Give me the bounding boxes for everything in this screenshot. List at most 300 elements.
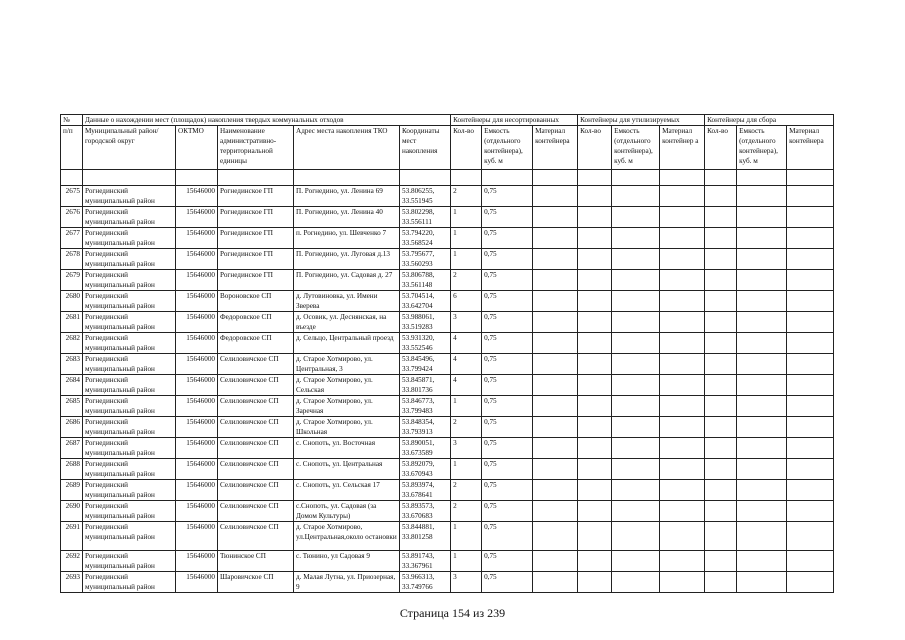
- row-unsorted-material: [533, 312, 578, 333]
- row-recyclable-material: [660, 207, 705, 228]
- row-unsorted-count: 1: [451, 522, 482, 551]
- row-collection-count: [705, 375, 737, 396]
- row-unsorted-count: 1: [451, 249, 482, 270]
- row-oktmo: 15646000: [176, 522, 218, 551]
- row-unsorted-volume: 0,75: [482, 459, 533, 480]
- row-collection-count: [705, 186, 737, 207]
- row-recyclable-count: [578, 228, 612, 249]
- row-recyclable-count: [578, 396, 612, 417]
- row-recyclable-material: [660, 186, 705, 207]
- row-collection-count: [705, 480, 737, 501]
- row-unsorted-count: 3: [451, 312, 482, 333]
- row-unsorted-count: 2: [451, 186, 482, 207]
- row-address: д. Старое Хотмирово, ул. Школьная: [294, 417, 400, 438]
- table-row: [61, 270, 834, 291]
- row-collection-count: [705, 396, 737, 417]
- row-collection-count: [705, 333, 737, 354]
- row-collection-count: [705, 417, 737, 438]
- table-row: [61, 396, 834, 417]
- row-address: с. Тюнино, ул Садовая 9: [294, 551, 400, 572]
- row-coords: 53.795677, 33.560293: [400, 249, 451, 270]
- row-number: 2677: [61, 228, 83, 249]
- row-address: д. Старое Хотмирово, ул. Сельская: [294, 375, 400, 396]
- table-row: [61, 572, 834, 593]
- row-number: 2687: [61, 438, 83, 459]
- row-territory: Рогнединское ГП: [218, 249, 294, 270]
- row-unsorted-count: 3: [451, 572, 482, 593]
- row-unsorted-count: 4: [451, 333, 482, 354]
- row-collection-material: [787, 501, 834, 522]
- row-address: д. Старое Хотмирово, ул. Центральная, 3: [294, 354, 400, 375]
- row-collection-count: [705, 438, 737, 459]
- row-oktmo: 15646000: [176, 354, 218, 375]
- row-number: 2690: [61, 501, 83, 522]
- row-recyclable-material: [660, 551, 705, 572]
- row-unsorted-material: [533, 249, 578, 270]
- row-collection-count: [705, 572, 737, 593]
- row-number: 2693: [61, 572, 83, 593]
- header-collection-group: Контейнеры для сбора: [705, 115, 834, 126]
- header-coords: Координаты мест накопления: [400, 126, 451, 170]
- row-collection-material: [787, 438, 834, 459]
- row-recyclable-count: [578, 375, 612, 396]
- row-address: д. Сельцо, Центральный проезд: [294, 333, 400, 354]
- row-recyclable-volume: [612, 572, 660, 593]
- row-territory: Селиловичское СП: [218, 396, 294, 417]
- row-collection-volume: [737, 312, 787, 333]
- row-territory: Селиловичское СП: [218, 501, 294, 522]
- row-collection-material: [787, 375, 834, 396]
- row-recyclable-volume: [612, 551, 660, 572]
- row-unsorted-count: 3: [451, 438, 482, 459]
- row-recyclable-volume: [612, 354, 660, 375]
- row-territory: Шаровичское СП: [218, 572, 294, 593]
- row-district: Рогнединский муниципальный район: [83, 228, 176, 249]
- row-coords: 53.891743, 33.367961: [400, 551, 451, 572]
- header-collection-volume: Емкость (отдельного контейнера), куб. м: [737, 126, 787, 170]
- row-collection-volume: [737, 396, 787, 417]
- row-unsorted-count: 6: [451, 291, 482, 312]
- row-address: с.Снопоть, ул. Садовая (за Домом Культуры): [294, 501, 400, 522]
- row-collection-volume: [737, 186, 787, 207]
- row-collection-count: [705, 522, 737, 551]
- table-row: [61, 249, 834, 270]
- header-oktmo: ОКТМО: [176, 126, 218, 170]
- row-collection-material: [787, 186, 834, 207]
- row-collection-volume: [737, 438, 787, 459]
- row-district: Рогнединский муниципальный район: [83, 270, 176, 291]
- row-unsorted-volume: 0,75: [482, 249, 533, 270]
- row-recyclable-material: [660, 312, 705, 333]
- row-address: П. Рогнедино, ул. Ленина 69: [294, 186, 400, 207]
- row-recyclable-count: [578, 480, 612, 501]
- row-unsorted-volume: 0,75: [482, 396, 533, 417]
- table-header: [61, 115, 834, 170]
- row-coords: 53.806788, 33.561148: [400, 270, 451, 291]
- row-recyclable-material: [660, 459, 705, 480]
- row-collection-count: [705, 312, 737, 333]
- table-row: [61, 551, 834, 572]
- row-recyclable-material: [660, 354, 705, 375]
- row-collection-count: [705, 249, 737, 270]
- table-row: [61, 291, 834, 312]
- row-collection-material: [787, 354, 834, 375]
- row-unsorted-material: [533, 270, 578, 291]
- row-recyclable-count: [578, 312, 612, 333]
- row-oktmo: 15646000: [176, 312, 218, 333]
- row-recyclable-volume: [612, 417, 660, 438]
- header-collection-material: Материал контейнера: [787, 126, 834, 170]
- row-collection-material: [787, 480, 834, 501]
- row-coords: 53.806255, 33.551945: [400, 186, 451, 207]
- row-address: П. Рогнедино, ул. Ленина 40: [294, 207, 400, 228]
- row-unsorted-material: [533, 551, 578, 572]
- header-unsorted-group: Контейнеры для несортированных: [451, 115, 578, 126]
- header-collection-count: Кол-во: [705, 126, 737, 170]
- row-unsorted-volume: 0,75: [482, 186, 533, 207]
- row-unsorted-material: [533, 207, 578, 228]
- row-coords: 53.848354, 33.793913: [400, 417, 451, 438]
- row-coords: 53.893974, 33.678641: [400, 480, 451, 501]
- row-recyclable-volume: [612, 396, 660, 417]
- table-row: [61, 312, 834, 333]
- row-collection-material: [787, 228, 834, 249]
- row-collection-material: [787, 291, 834, 312]
- table-row: [61, 333, 834, 354]
- row-recyclable-volume: [612, 375, 660, 396]
- row-unsorted-material: [533, 375, 578, 396]
- row-unsorted-material: [533, 291, 578, 312]
- row-recyclable-count: [578, 572, 612, 593]
- row-district: Рогнединский муниципальный район: [83, 354, 176, 375]
- row-address: п. Рогнедино, ул. Шевченко 7: [294, 228, 400, 249]
- row-collection-count: [705, 551, 737, 572]
- row-oktmo: 15646000: [176, 375, 218, 396]
- row-collection-volume: [737, 572, 787, 593]
- row-unsorted-volume: 0,75: [482, 270, 533, 291]
- row-recyclable-material: [660, 228, 705, 249]
- row-address: д. Малая Лутна, ул. Приозерная, 9: [294, 572, 400, 593]
- row-recyclable-volume: [612, 207, 660, 228]
- row-oktmo: 15646000: [176, 480, 218, 501]
- row-unsorted-volume: 0,75: [482, 354, 533, 375]
- row-recyclable-material: [660, 438, 705, 459]
- row-recyclable-volume: [612, 522, 660, 551]
- row-collection-volume: [737, 459, 787, 480]
- row-recyclable-count: [578, 249, 612, 270]
- header-unsorted-material: Материал контейнера: [533, 126, 578, 170]
- row-oktmo: 15646000: [176, 270, 218, 291]
- row-collection-volume: [737, 333, 787, 354]
- header-recyclable-volume: Емкость (отдельного контейнера), куб. м: [612, 126, 660, 170]
- row-number: 2684: [61, 375, 83, 396]
- row-oktmo: 15646000: [176, 438, 218, 459]
- row-collection-material: [787, 522, 834, 551]
- row-unsorted-count: 1: [451, 396, 482, 417]
- table-body: [61, 170, 834, 593]
- header-territory: Наименование административно-территориальной единицы: [218, 126, 294, 170]
- row-unsorted-volume: 0,75: [482, 572, 533, 593]
- row-territory: Селиловичское СП: [218, 522, 294, 551]
- row-oktmo: 15646000: [176, 551, 218, 572]
- header-unsorted-count: Кол-во: [451, 126, 482, 170]
- row-recyclable-count: [578, 207, 612, 228]
- header-location-group: Данные о нахождении мест (площадок) накопления твердых коммунальных отходов: [83, 115, 451, 126]
- header-unsorted-volume: Емкость (отдельного контейнера), куб. м: [482, 126, 533, 170]
- row-unsorted-material: [533, 354, 578, 375]
- row-unsorted-count: 2: [451, 480, 482, 501]
- row-number: 2685: [61, 396, 83, 417]
- table-row: [61, 438, 834, 459]
- table-row: [61, 375, 834, 396]
- row-number: 2686: [61, 417, 83, 438]
- row-address: с. Снопоть, ул. Сельская 17: [294, 480, 400, 501]
- row-unsorted-volume: 0,75: [482, 291, 533, 312]
- row-unsorted-material: [533, 459, 578, 480]
- row-collection-count: [705, 459, 737, 480]
- row-collection-volume: [737, 270, 787, 291]
- row-oktmo: 15646000: [176, 291, 218, 312]
- row-coords: 53.802298, 33.556111: [400, 207, 451, 228]
- row-recyclable-material: [660, 501, 705, 522]
- row-district: Рогнединский муниципальный район: [83, 396, 176, 417]
- row-recyclable-volume: [612, 333, 660, 354]
- row-address: д. Лутовиновка, ул. Имени Зверева: [294, 291, 400, 312]
- row-address: П. Рогнедино, ул. Садовая д. 27: [294, 270, 400, 291]
- row-recyclable-material: [660, 522, 705, 551]
- row-coords: 53.844881, 33.801258: [400, 522, 451, 551]
- row-unsorted-volume: 0,75: [482, 438, 533, 459]
- row-collection-count: [705, 501, 737, 522]
- row-oktmo: 15646000: [176, 207, 218, 228]
- row-unsorted-material: [533, 572, 578, 593]
- row-address: с. Снопоть, ул. Восточная: [294, 438, 400, 459]
- row-collection-material: [787, 551, 834, 572]
- row-unsorted-material: [533, 438, 578, 459]
- row-number: 2691: [61, 522, 83, 551]
- row-recyclable-volume: [612, 480, 660, 501]
- row-collection-count: [705, 207, 737, 228]
- row-territory: Селиловичское СП: [218, 459, 294, 480]
- row-recyclable-count: [578, 354, 612, 375]
- row-unsorted-volume: 0,75: [482, 228, 533, 249]
- row-recyclable-count: [578, 186, 612, 207]
- row-coords: 53.794220, 33.568524: [400, 228, 451, 249]
- row-number: 2676: [61, 207, 83, 228]
- row-collection-count: [705, 228, 737, 249]
- row-unsorted-volume: 0,75: [482, 333, 533, 354]
- row-recyclable-count: [578, 459, 612, 480]
- header-address: Адрес места накопления ТКО: [294, 126, 400, 170]
- row-recyclable-volume: [612, 228, 660, 249]
- row-district: Рогнединский муниципальный район: [83, 522, 176, 551]
- row-recyclable-count: [578, 438, 612, 459]
- row-district: Рогнединский муниципальный район: [83, 459, 176, 480]
- row-unsorted-volume: 0,75: [482, 312, 533, 333]
- row-oktmo: 15646000: [176, 333, 218, 354]
- row-collection-volume: [737, 551, 787, 572]
- header-recyclable-group: Контейнеры для утилизируемых: [578, 115, 705, 126]
- row-unsorted-volume: 0,75: [482, 480, 533, 501]
- row-recyclable-material: [660, 333, 705, 354]
- table-row: [61, 480, 834, 501]
- table-row: [61, 459, 834, 480]
- row-number: 2679: [61, 270, 83, 291]
- header-district: Муниципальный район/городской округ: [83, 126, 176, 170]
- row-recyclable-material: [660, 270, 705, 291]
- row-territory: Селиловичское СП: [218, 375, 294, 396]
- row-recyclable-count: [578, 291, 612, 312]
- row-coords: 53.931320, 33.552546: [400, 333, 451, 354]
- row-recyclable-material: [660, 480, 705, 501]
- row-coords: 53.704514, 33.642704: [400, 291, 451, 312]
- row-unsorted-volume: 0,75: [482, 551, 533, 572]
- row-collection-volume: [737, 522, 787, 551]
- row-unsorted-material: [533, 186, 578, 207]
- row-territory: Селиловичское СП: [218, 354, 294, 375]
- row-unsorted-volume: 0,75: [482, 375, 533, 396]
- row-oktmo: 15646000: [176, 572, 218, 593]
- row-recyclable-count: [578, 417, 612, 438]
- row-coords: 53.845871, 33.801736: [400, 375, 451, 396]
- row-address: д. Старое Хотмирово, ул. Заречная: [294, 396, 400, 417]
- row-recyclable-volume: [612, 291, 660, 312]
- row-number: 2681: [61, 312, 83, 333]
- row-collection-material: [787, 249, 834, 270]
- row-unsorted-material: [533, 333, 578, 354]
- row-district: Рогнединский муниципальный район: [83, 249, 176, 270]
- row-recyclable-material: [660, 417, 705, 438]
- row-collection-volume: [737, 291, 787, 312]
- row-recyclable-count: [578, 333, 612, 354]
- row-district: Рогнединский муниципальный район: [83, 291, 176, 312]
- row-unsorted-count: 4: [451, 354, 482, 375]
- row-unsorted-material: [533, 522, 578, 551]
- row-district: Рогнединский муниципальный район: [83, 312, 176, 333]
- header-num: №: [61, 115, 83, 126]
- row-recyclable-count: [578, 270, 612, 291]
- row-collection-volume: [737, 207, 787, 228]
- row-territory: Селиловичское СП: [218, 480, 294, 501]
- table-row: [61, 228, 834, 249]
- row-recyclable-volume: [612, 312, 660, 333]
- row-recyclable-volume: [612, 249, 660, 270]
- row-district: Рогнединский муниципальный район: [83, 551, 176, 572]
- row-unsorted-count: 2: [451, 270, 482, 291]
- row-number: 2678: [61, 249, 83, 270]
- row-oktmo: 15646000: [176, 249, 218, 270]
- row-number: 2682: [61, 333, 83, 354]
- row-district: Рогнединский муниципальный район: [83, 417, 176, 438]
- row-oktmo: 15646000: [176, 459, 218, 480]
- table-row: [61, 417, 834, 438]
- row-unsorted-material: [533, 480, 578, 501]
- row-collection-volume: [737, 354, 787, 375]
- row-unsorted-volume: 0,75: [482, 522, 533, 551]
- row-district: Рогнединский муниципальный район: [83, 480, 176, 501]
- row-collection-volume: [737, 480, 787, 501]
- row-collection-volume: [737, 249, 787, 270]
- row-recyclable-volume: [612, 270, 660, 291]
- row-number: 2692: [61, 551, 83, 572]
- row-unsorted-count: 2: [451, 417, 482, 438]
- row-unsorted-material: [533, 228, 578, 249]
- row-oktmo: 15646000: [176, 501, 218, 522]
- row-number: 2680: [61, 291, 83, 312]
- header-pp: п/п: [61, 126, 83, 170]
- row-recyclable-count: [578, 501, 612, 522]
- row-coords: 53.890051, 33.673589: [400, 438, 451, 459]
- row-recyclable-material: [660, 396, 705, 417]
- row-district: Рогнединский муниципальный район: [83, 438, 176, 459]
- row-unsorted-count: 1: [451, 459, 482, 480]
- row-oktmo: 15646000: [176, 228, 218, 249]
- row-collection-volume: [737, 375, 787, 396]
- row-district: Рогнединский муниципальный район: [83, 501, 176, 522]
- row-territory: Федоровское СП: [218, 312, 294, 333]
- row-collection-material: [787, 270, 834, 291]
- row-coords: 53.846773, 33.799483: [400, 396, 451, 417]
- row-unsorted-count: 1: [451, 551, 482, 572]
- row-collection-material: [787, 312, 834, 333]
- row-collection-count: [705, 354, 737, 375]
- table-row: [61, 207, 834, 228]
- row-number: 2683: [61, 354, 83, 375]
- row-collection-material: [787, 459, 834, 480]
- row-number: 2688: [61, 459, 83, 480]
- row-unsorted-count: 1: [451, 228, 482, 249]
- row-territory: Рогнединское ГП: [218, 228, 294, 249]
- row-recyclable-material: [660, 572, 705, 593]
- row-district: Рогнединский муниципальный район: [83, 572, 176, 593]
- header-recyclable-material: Материал контейнер а: [660, 126, 705, 170]
- row-district: Рогнединский муниципальный район: [83, 375, 176, 396]
- row-collection-volume: [737, 228, 787, 249]
- header-recyclable-count: Кол-во: [578, 126, 612, 170]
- row-oktmo: 15646000: [176, 396, 218, 417]
- row-unsorted-volume: 0,75: [482, 207, 533, 228]
- table-row: [61, 186, 834, 207]
- row-coords: 53.988061, 33.519283: [400, 312, 451, 333]
- row-unsorted-count: 2: [451, 501, 482, 522]
- row-unsorted-material: [533, 417, 578, 438]
- row-address: д. Старое Хотмирово, ул.Центральная,около остановки: [294, 522, 400, 551]
- row-recyclable-count: [578, 522, 612, 551]
- row-territory: Федоровское СП: [218, 333, 294, 354]
- row-address: д. Осовик, ул. Деснянская, на въезде: [294, 312, 400, 333]
- row-territory: Рогнединское ГП: [218, 207, 294, 228]
- row-unsorted-count: 4: [451, 375, 482, 396]
- row-district: Рогнединский муниципальный район: [83, 207, 176, 228]
- row-recyclable-volume: [612, 186, 660, 207]
- row-territory: Рогнединское ГП: [218, 270, 294, 291]
- row-recyclable-volume: [612, 438, 660, 459]
- row-unsorted-volume: 0,75: [482, 417, 533, 438]
- row-collection-count: [705, 270, 737, 291]
- table-row: [61, 354, 834, 375]
- row-collection-count: [705, 291, 737, 312]
- row-number: 2689: [61, 480, 83, 501]
- row-district: Рогнединский муниципальный район: [83, 333, 176, 354]
- row-collection-material: [787, 417, 834, 438]
- row-recyclable-material: [660, 375, 705, 396]
- row-coords: 53.892079, 33.670943: [400, 459, 451, 480]
- row-oktmo: 15646000: [176, 186, 218, 207]
- tko-registry-table: [60, 114, 834, 593]
- row-oktmo: 15646000: [176, 417, 218, 438]
- row-recyclable-material: [660, 249, 705, 270]
- row-district: Рогнединский муниципальный район: [83, 186, 176, 207]
